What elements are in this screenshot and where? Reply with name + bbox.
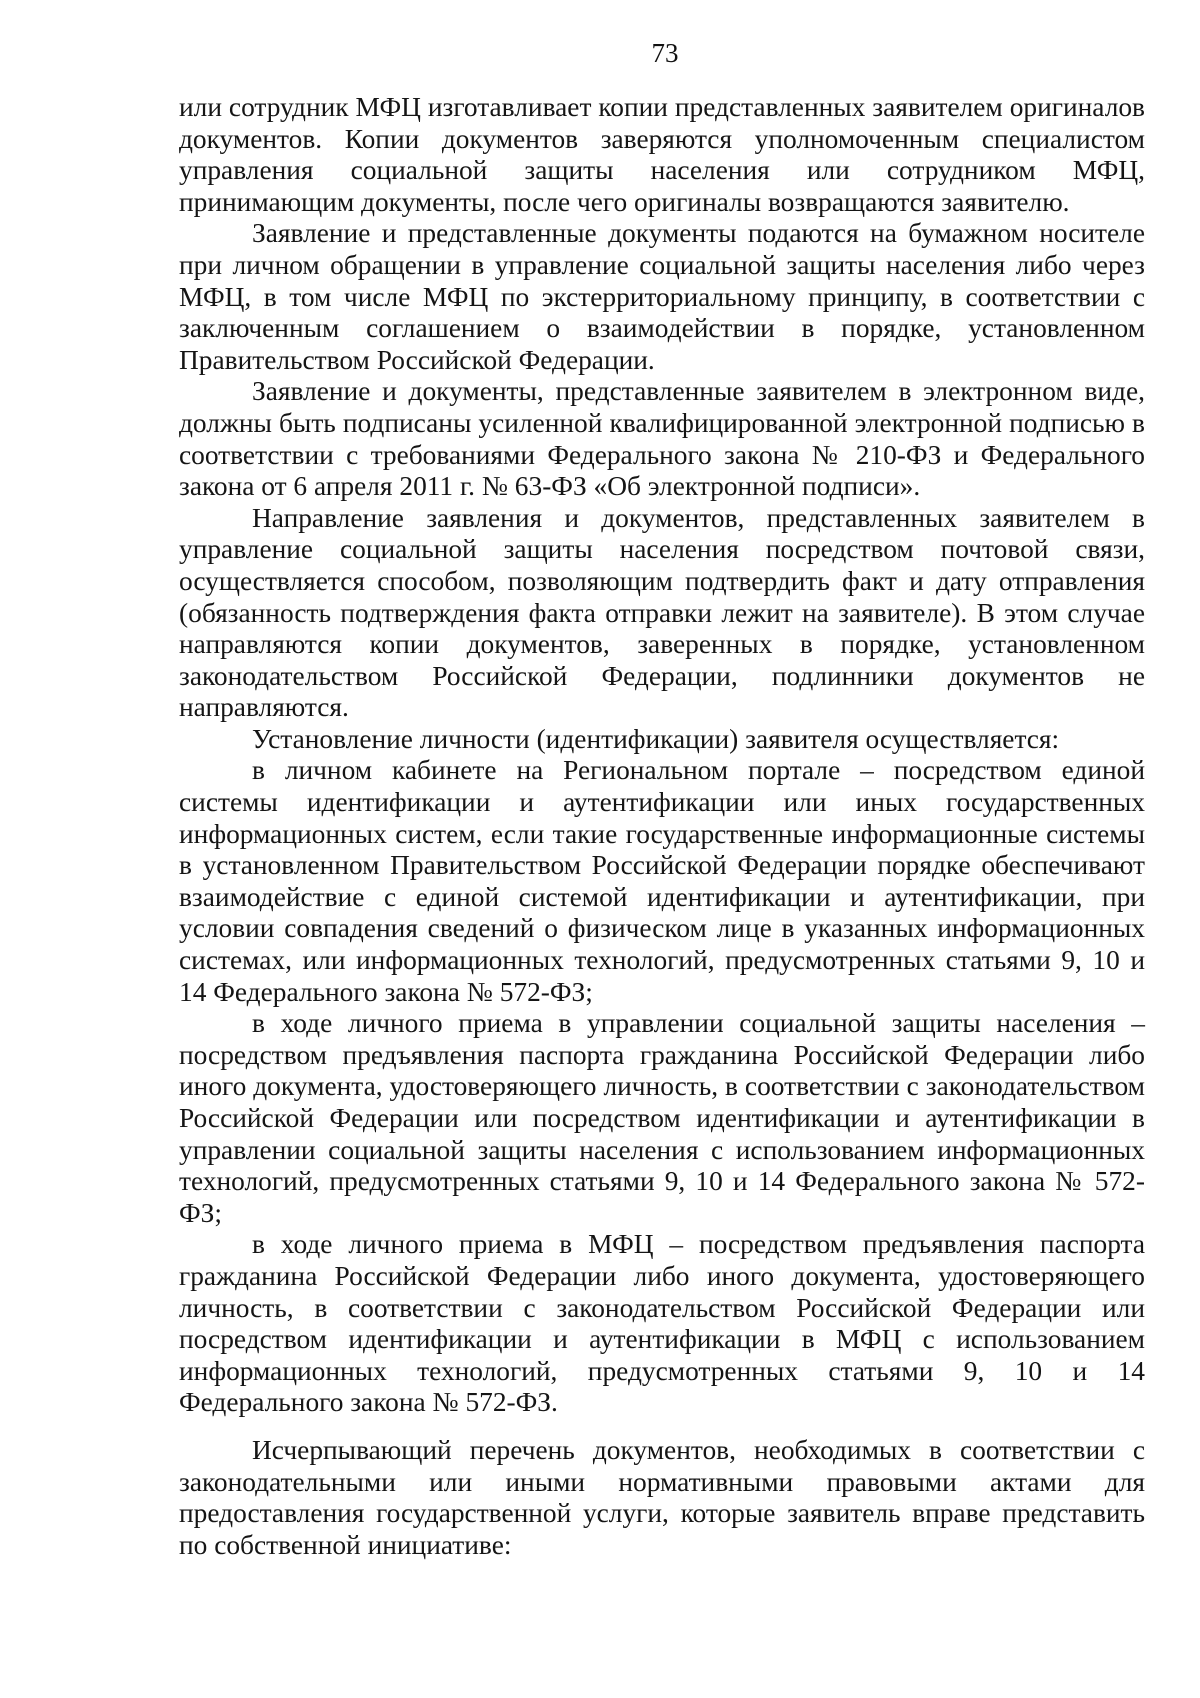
paragraph-identification-portal: в личном кабинете на Региональном портале – посредством единой системы идентификации и аутентификации или иных государственных информационных систем, если такие государственные информационные системы в установленном Правительством Российской Федерации порядке обеспечивают взаимодействие с единой системой идентификации и аутентификации, при условии совпадения сведений о физическом лице в указанных информационных системах, или информационных технологий, предусмотренных статьями 9, 10 и 14 Федерального закона № 572-ФЗ; bbox=[179, 755, 1145, 1007]
paragraph-identification-social-office: в ходе личного приема в управлении социальной защиты населения – посредством предъявления паспорта гражданина Российской Федерации либо иного документа, удостоверяющего личность, в соответствии с законодательством Российской Федерации или посредством идентификации и аутентификации в управлении социальной защиты населения с использованием информационных технологий, предусмотренных статьями 9, 10 и 14 Федерального закона № 572-ФЗ; bbox=[179, 1008, 1145, 1228]
paragraph-identification-intro: Установление личности (идентификации) заявителя осуществляется: bbox=[252, 723, 1060, 754]
paragraph-postal-submission: Направление заявления и документов, представленных заявителем в управление социальной защиты населения посредством почтовой связи, осуществляется способом, позволяющим подтвердить факт и дату отправления (обязанность подтверждения факта отправки лежит на заявителе). В этом случае направляются копии документов, заверенных в порядке, установленном законодательством Российской Федерации, подлинники документов не направляются. bbox=[179, 502, 1145, 723]
paragraph-electronic-signature: Заявление и документы, представленные заявителем в электронном виде, должны быть подписаны усиленной квалифицированной электронной подписью в соответствии с требованиями Федерального закона № 210-ФЗ и Федерального закона от 6 апреля 2011 г. № 63-ФЗ «Об электронной подписи». bbox=[179, 376, 1145, 502]
page-number: 73 bbox=[651, 38, 679, 68]
paragraph-copies: или сотрудник МФЦ изготавливает копии представленных заявителем оригиналов документов. Копии документов заверяются уполномоченным специалистом управления социальной защиты населения или сотрудником МФЦ, принимающим документы, после чего оригиналы возвращаются заявителю. bbox=[179, 92, 1145, 217]
document-body bbox=[179, 92, 1145, 1561]
paragraph-optional-documents: Исчерпывающий перечень документов, необходимых в соответствии с законодательными или иными нормативными правовыми актами для предоставления государственной услуги, которые заявитель вправе представить по собственной инициативе: bbox=[179, 1434, 1145, 1560]
paragraph-identification-mfc: в ходе личного приема в МФЦ – посредством предъявления паспорта гражданина Российской Федерации либо иного документа, удостоверяющего личность, в соответствии с законодательством Российской Федерации или посредством идентификации и аутентификации в МФЦ с использованием информационных технологий, предусмотренных статьями 9, 10 и 14 Федерального закона № 572-ФЗ. bbox=[179, 1229, 1145, 1418]
paragraph-paper-submission: Заявление и представленные документы подаются на бумажном носителе при личном обращении в управление социальной защиты населения либо через МФЦ, в том числе МФЦ по экстерриториальному принципу, в соответствии с заключенным соглашением о взаимодействии в порядке, установленном Правительством Российской Федерации. bbox=[179, 218, 1145, 375]
